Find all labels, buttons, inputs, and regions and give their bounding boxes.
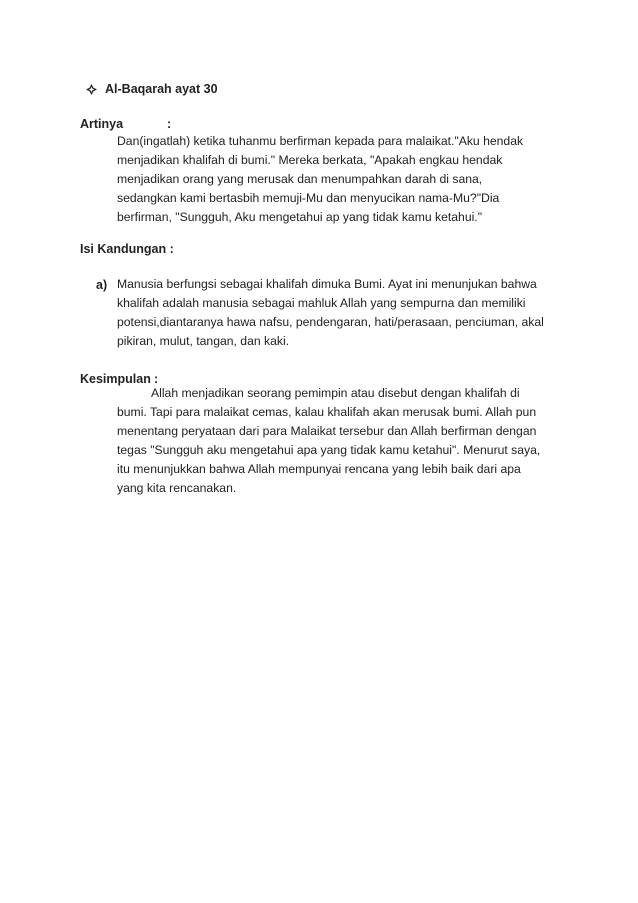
list-marker: a) [96,278,108,292]
isi-kandungan-line: pikiran, mulut, tangan, dan kaki. [117,334,290,348]
isi-kandungan-paragraph [117,275,544,351]
isi-kandungan-line: Manusia berfungsi sebagai khalifah dimuka Bumi. Ayat ini menunjukan bahwa [117,277,537,291]
kesimpulan-first-line [151,384,520,403]
heading-row [86,82,218,96]
kesimpulan-line: itu menunjukkan bahwa Allah mempunyai rencana yang lebih baik dari apa [117,462,521,476]
kesimpulan-paragraph [117,403,540,498]
kesimpulan-colon: : [154,372,159,386]
artinya-paragraph [117,132,523,227]
isi-kandungan-line: potensi,diantaranya hawa nafsu, pendengaran, hati/perasaan, penciuman, akal [117,315,544,329]
artinya-line: menjadikan orang yang merusak dan menumpahkan darah di sana, [117,172,483,186]
kesimpulan-line: bumi. Tapi para malaikat cemas, kalau khalifah akan merusak bumi. Allah pun [117,405,537,419]
surah-title: Al-Baqarah ayat 30 [105,82,218,96]
isi-kandungan-line: khalifah adalah manusia sebagai mahluk Allah yang sempurna dan memiliki [117,296,526,310]
kesimpulan-label: Kesimpulan [80,372,151,386]
artinya-line: menjadikan khalifah di bumi." Mereka berkata, "Apakah engkau hendak [117,153,503,167]
kesimpulan-line: tegas "Sungguh aku mengetahui apa yang tidak kamu ketahui". Menurut saya, [117,443,541,457]
kesimpulan-line: menentang peryataan dari para Malaikat tersebur dan Allah berfirman dengan [117,424,537,438]
kesimpulan-line: yang kita rencanakan. [117,481,237,495]
artinya-line: sedangkan kami bertasbih memuji-Mu dan menyucikan nama-Mu?"Dia [117,191,500,205]
diamond-bullet-icon [86,84,97,95]
kesimpulan-line: Allah menjadikan seorang pemimpin atau disebut dengan khalifah di [151,386,520,400]
isi-kandungan-label: Isi Kandungan : [80,242,174,256]
artinya-colon: : [167,117,172,131]
artinya-label: Artinya [80,117,124,131]
artinya-line: berfirman, "Sungguh, Aku mengetahui ap yang tidak kamu ketahui." [117,210,483,224]
artinya-line: Dan(ingatlah) ketika tuhanmu berfirman kepada para malaikat."Aku hendak [117,134,524,148]
